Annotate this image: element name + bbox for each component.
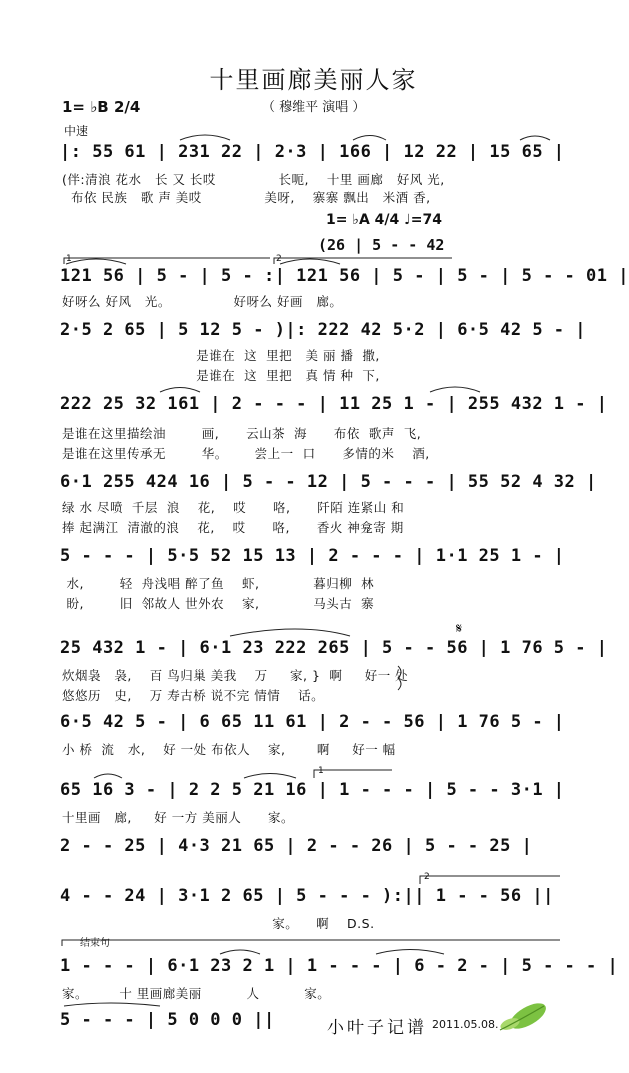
slur [220,950,260,954]
coda-bracket [62,940,560,946]
lyric-line: 好呀么 好风 光。 好呀么 好画 廊。 [62,294,343,309]
lyric-line: 盼, 旧 邻故人 世外农 家, 马头古 寨 [62,596,375,611]
slur [430,387,480,392]
lyric-brace [398,666,401,690]
slur [520,136,550,140]
lyric-line: 是谁在 这 里把 真 情 种 下, [62,368,380,383]
lyric-line: 悠悠历 史, 万 寿古桥 说不完 情情 话。 [62,688,325,703]
lyric-line: 是谁在 这 里把 美 丽 播 撒, [62,348,380,363]
notation-row: 4 - - 24 | 3·1 2 65 | 5 - - - ):|| 1 - - 56 || [60,886,554,906]
song-title: 十里画廊美丽人家 [209,66,418,94]
lyric-line: 布依 民族 歌 声 美哎 美呀, 寨寨 飘出 米酒 香, [62,190,431,205]
notation-row: 2 - - 25 | 4·3 21 65 | 2 - - 26 | 5 - - 25 | [60,836,533,856]
key-signature: 1= ♭B 2/4 [62,98,141,116]
notation-row: 5 - - - | 5 0 0 0 || [60,1010,275,1030]
singer-credit: （ 穆维平 演唱 ） [262,100,366,115]
volta-2b-label: 2 [424,872,430,882]
key-change: 1= ♭A 4/4 ♩=74 [326,212,442,228]
interlude-notation: (26 | 5 - - 42 [318,236,445,254]
volta-2b-bracket [420,876,560,884]
notation-row: 121 56 | 5 - | 5 - :| 121 56 | 5 - | 5 - | 5 - - 01 | [60,266,629,286]
segno-icon: 𝄋 [456,621,463,637]
slur [160,388,200,393]
slur [66,259,126,264]
coda-label: 结束句 [80,938,110,949]
lyric-line: 水, 轻 舟浅唱 醉了鱼 虾, 暮归柳 林 [62,576,375,591]
volta-2-bracket [274,258,452,264]
lyric-line: 炊烟袅 袅, 百 鸟归巢 美我 万 家, } 啊 好一 处 [62,668,409,683]
leaf-logo [499,998,550,1034]
volta-2-label: 2 [276,254,282,264]
notation-row: 6·5 42 5 - | 6 65 11 61 | 2 - - 56 | 1 76 5 - | [60,712,565,732]
notation-row: 1 - - - | 6·1 23 2 1 | 1 - - - | 6 - 2 - | 5 - - - | [60,956,619,976]
lyric-line: 是谁在这里描绘油 画, 云山茶 海 布依 歌声 飞, [62,426,422,441]
tempo-marking: 中速 [64,124,89,138]
slur [180,135,230,140]
lyric-line: (伴:清浪 花水 长 又 长哎 长呃, 十里 画廊 好风 光, [62,172,445,187]
transcription-date: 2011.05.08. [432,1018,499,1031]
slur [353,136,386,141]
lyric-line: 绿 水 尽喷 千层 浪 花, 哎 咯, 阡陌 连紧山 和 [62,500,405,515]
notation-row: |: 55 61 | 231 22 | 2·3 | 166 | 12 22 | 15 65 | [60,142,565,162]
notation-row: 6·1 255 424 16 | 5 - - 12 | 5 - - - | 55 52 4 32 | [60,472,597,492]
tie-arc [64,1003,160,1006]
lyric-line: 是谁在这里传承无 华。 尝上一 口 多情的米 酒, [62,446,430,461]
slur [94,774,122,778]
lyric-line: 十里画 廊, 好 一方 美丽人 家。 [62,810,295,825]
notation-row: 222 25 32 161 | 2 - - - | 11 25 1 - | 255 432 1 - | [60,394,608,414]
notation-row: 5 - - - | 5·5 52 15 13 | 2 - - - | 1·1 25 1 - | [60,546,565,566]
lyric-line: 捧 起满江 清澈的浪 花, 哎 咯, 香火 神龛寄 期 [62,520,404,535]
volta-1b-label: 1 [318,766,324,776]
notation-row: 65 16 3 - | 2 2 5 21 16 | 1 - - - | 5 - - 3·1 | [60,780,565,800]
volta-1b-bracket [314,770,392,778]
slur [280,259,340,264]
lyric-line: 家。 啊 D.S. [62,916,375,931]
lyric-line: 家。 十 里画廊美丽 人 家。 [62,986,331,1001]
slur [244,774,296,779]
lyric-line: 小 桥 流 水, 好 一处 布依人 家, 啊 好一 幅 [62,742,396,757]
transcriber-signature: 小叶子记谱 [327,1018,427,1038]
volta-1-label: 1 [66,254,72,264]
notation-row: 2·5 2 65 | 5 12 5 - )|: 222 42 5·2 | 6·5 42 5 - | [60,320,587,340]
slur [230,629,350,636]
slur [376,950,444,955]
notation-row: 25 432 1 - | 6·1 23 222 265 | 5 - - 56 | 1 76 5 - | [60,638,608,658]
